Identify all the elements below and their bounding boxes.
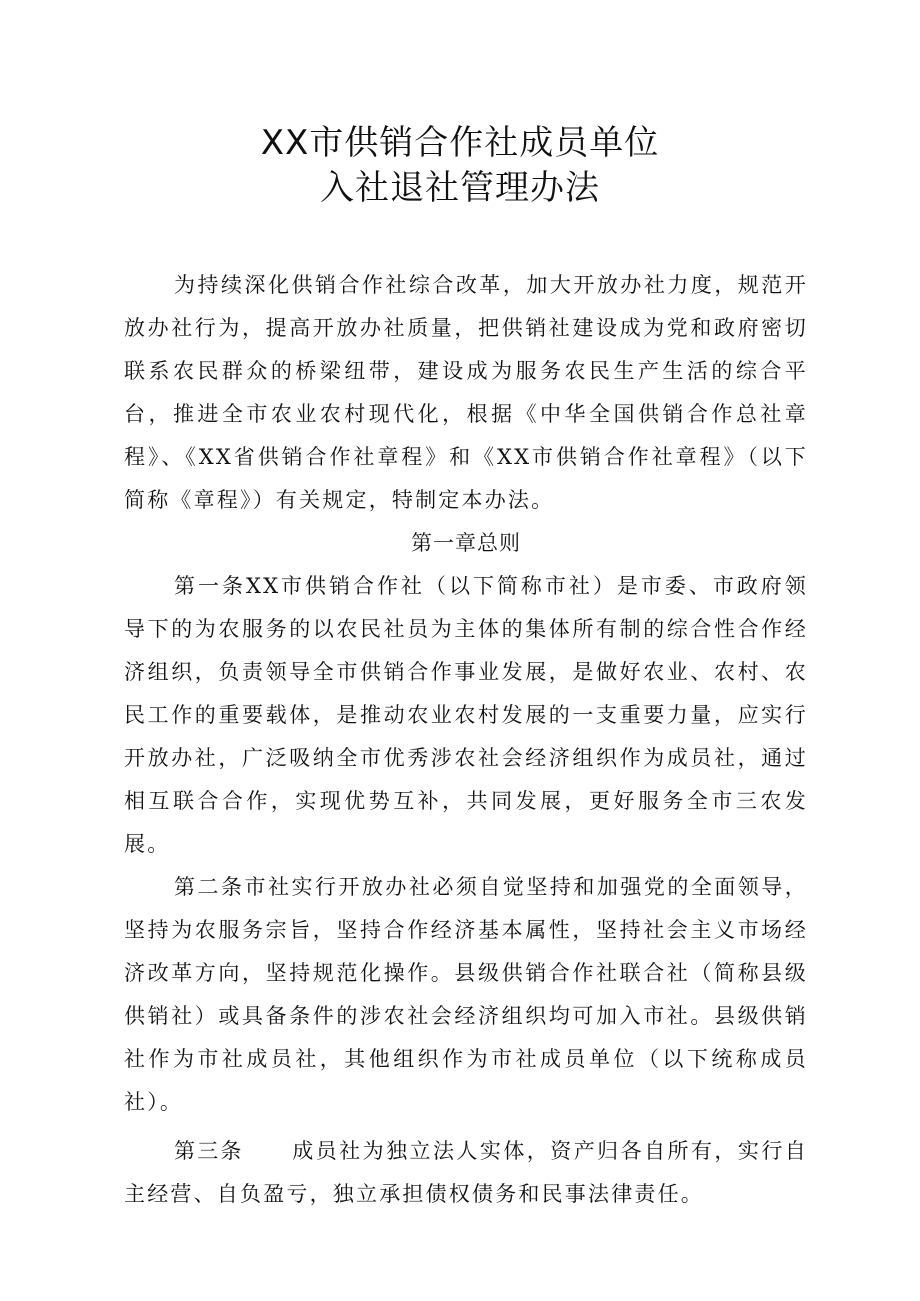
- article-1-paragraph: 第一条XX市供销合作社（以下简称市社）是市委、市政府领导下的为农服务的以农民社员为主体的集体所有制的综合性合作经济组织，负责领导全市供销合作事业发展，是做好农业、农村、农民工作的重要载体，是推动农业农村发展的一支重要力量，应实行开放办社，广泛吸纳全市优秀涉农社会经济组织作为成员社，通过相互联合合作，实现优势互补，共同发展，更好服务全市三农发展。: [124, 574, 808, 856]
- article-2-paragraph: 第二条市社实行开放办社必须自觉坚持和加强党的全面领导，坚持为农服务宗旨，坚持合作经济基本属性，坚持社会主义市场经济改革方向，坚持规范化操作。县级供销合作社联合社（简称县级供销社）或具备条件的涉农社会经济组织均可加入市社。县级供销社作为市社成员社，其他组织作为市社成员单位（以下统称成员社）。: [124, 875, 808, 1114]
- article-3-label: 第三条: [174, 1139, 244, 1163]
- article-3-paragraph: [124, 1130, 808, 1216]
- document-title-line2: 入社退社管理办法: [320, 168, 600, 208]
- article-3-text: 成员社为独立法人实体，资产归各自所有，实行自主经营、自负盈亏，独立承担债权债务和民事法律责任。: [124, 1139, 808, 1206]
- chapter-heading: 第一章总则: [411, 531, 521, 555]
- preamble-paragraph: 为持续深化供销合作社综合改革，加大开放办社力度，规范开放办社行为，提高开放办社质量，把供销社建设成为党和政府密切联系农民群众的桥梁纽带，建设成为服务农民生产生活的综合平台，推进全市农业农村现代化，根据《中华全国供销合作总社章程》、《XX省供销合作社章程》和《XX市供销合作社章程》（以下简称《章程》）有关规定，特制定本办法。: [124, 273, 808, 512]
- document-title-line1: XX市供销合作社成员单位: [260, 123, 660, 163]
- document-body: [124, 264, 808, 1216]
